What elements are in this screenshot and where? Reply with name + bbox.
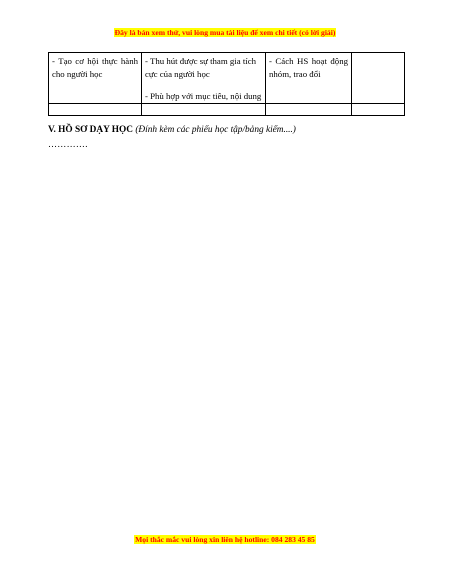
- hotline-banner: [0, 535, 450, 544]
- table-cell-empty: [352, 53, 405, 104]
- section-note: (Đính kèm các phiếu học tập/bảng kiểm....): [135, 125, 296, 135]
- preview-notice-banner: [0, 28, 450, 37]
- section-title: V. HỒ SƠ DẠY HỌC: [48, 125, 133, 135]
- hotline-text: Mọi thắc mắc vui lòng xin liên hệ hotline: 084 283 45 85: [135, 535, 315, 544]
- observation-text: - Cách HS hoạt động nhóm, trao đổi: [269, 56, 348, 79]
- placeholder-dots: ………….: [48, 139, 88, 149]
- evaluation-table: [48, 52, 405, 116]
- table-row-spacer: [49, 104, 405, 116]
- criteria-item: - Thu hút được sự tham gia tích cực của người học: [145, 56, 257, 79]
- table-row: [49, 53, 405, 104]
- criteria-item: - Phù hợp với mục tiêu, nội dung: [145, 91, 262, 101]
- table-cell-objective: [49, 53, 142, 104]
- preview-notice-text: Đây là bản xem thử, vui lòng mua tài liệu để xem chi tiết (có lời giải): [114, 28, 336, 37]
- table-cell-observation: [266, 53, 352, 104]
- table-cell-criteria: [142, 53, 266, 104]
- objective-text: - Tạo cơ hội thực hành cho người học: [52, 56, 138, 79]
- section-heading: [48, 125, 296, 135]
